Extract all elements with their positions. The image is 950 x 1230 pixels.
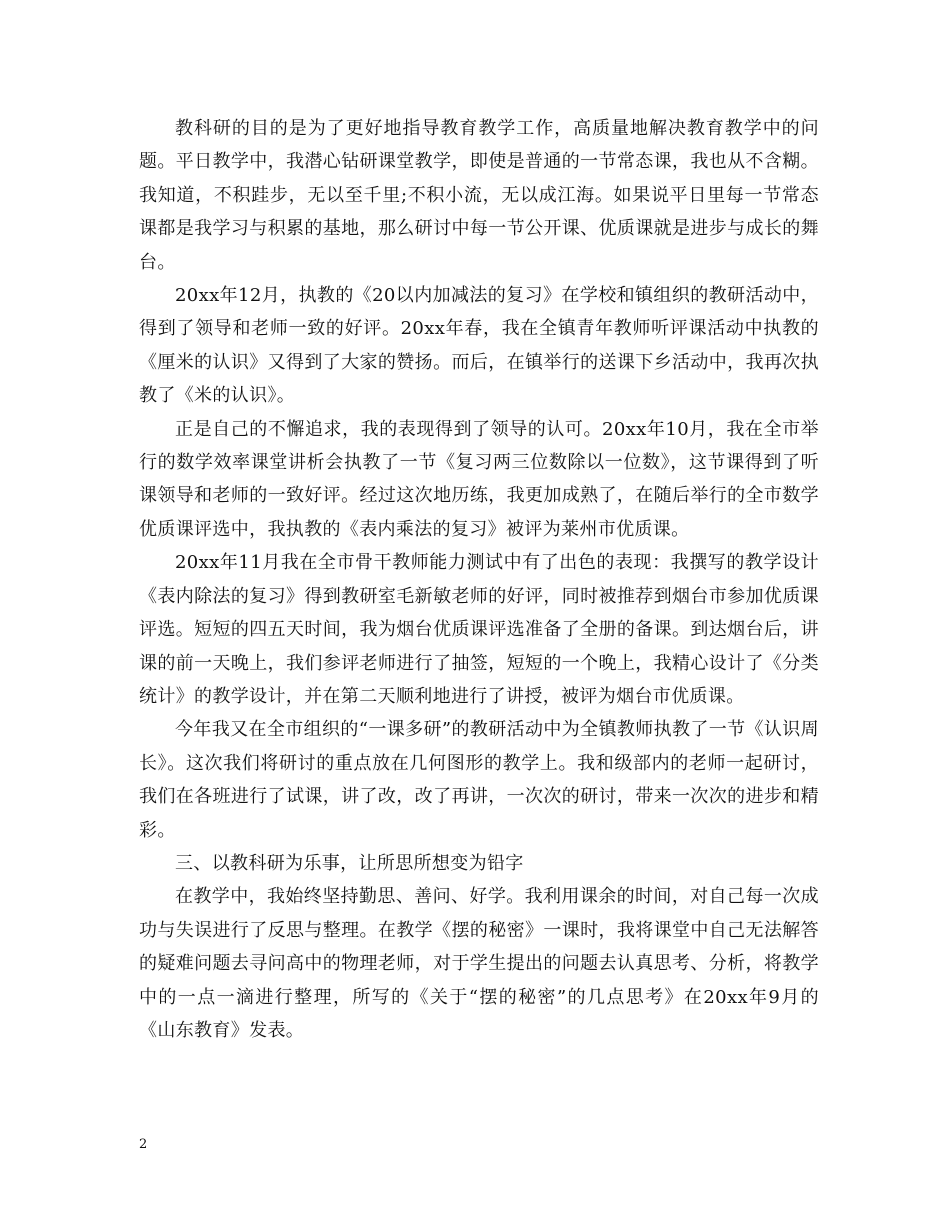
document-body bbox=[139, 112, 819, 1047]
section-heading-3: 三、以教科研为乐事，让所思所想变为铅字 bbox=[175, 852, 524, 874]
paragraph-one-lesson-multi-research: 今年我又在全市组织的“一课多研”的教研活动中为全镇教师执教了一节《认识周长》。这次我们将研讨的重点放在几何图形的教学上。我和级部内的老师一起研讨，我们在各班进行了试课，讲了改，改了再讲，一次次的研讨，带来一次次的进步和精彩。 bbox=[139, 719, 819, 841]
page-number: 2 bbox=[139, 1137, 148, 1152]
paragraph-reflection-publication: 在教学中，我始终坚持勤思、善问、好学。我利用课余的时间，对自己每一次成功与失误进行了反思与整理。在教学《摆的秘密》一课时，我将课堂中自己无法解答的疑难问题去寻问高中的物理老师，对于学生提出的问题去认真思考、分析，将教学中的一点一滴进行整理，所写的《关于“摆的秘密”的几点思考》在20xx年9月的《山东教育》发表。 bbox=[139, 886, 819, 1041]
paragraph-backbone-teacher-test: 20xx年11月我在全市骨干教师能力测试中有了出色的表现：我撰写的教学设计《表内除法的复习》得到教研室毛新敏老师的好评，同时被推荐到烟台市参加优质课评选。短短的四五天时间，我为烟台优质课评选准备了全册的备课。到达烟台后，讲课的前一天晚上，我们参评老师进行了抽签，短短的一个晚上，我精心设计了《分类统计》的教学设计，并在第二天顺利地进行了讲授，被评为烟台市优质课。 bbox=[139, 552, 819, 707]
paragraph-research-purpose: 教科研的目的是为了更好地指导教育教学工作，高质量地解决教育教学中的问题。平日教学中，我潜心钻研课堂教学，即使是普通的一节常态课，我也从不含糊。我知道，不积跬步，无以至千里;不积小流，无以成江海。如果说平日里每一节常态课都是我学习与积累的基地，那么研讨中每一节公开课、优质课就是进步与成长的舞台。 bbox=[139, 118, 819, 273]
paragraph-2014-lessons: 20xx年12月，执教的《20以内加减法的复习》在学校和镇组织的教研活动中，得到了领导和老师一致的好评。20xx年春，我在全镇青年教师听评课活动中执教的《厘米的认识》又得到了大家的赞扬。而后，在镇举行的送课下乡活动中，我再次执教了《米的认识》。 bbox=[139, 285, 819, 407]
paragraph-city-recognition: 正是自己的不懈追求，我的表现得到了领导的认可。20xx年10月，我在全市举行的数学效率课堂讲析会执教了一节《复习两三位数除以一位数》，这节课得到了听课领导和老师的一致好评。经过这次地历练，我更加成熟了，在随后举行的全市数学优质课评选中，我执教的《表内乘法的复习》被评为莱州市优质课。 bbox=[139, 418, 819, 540]
